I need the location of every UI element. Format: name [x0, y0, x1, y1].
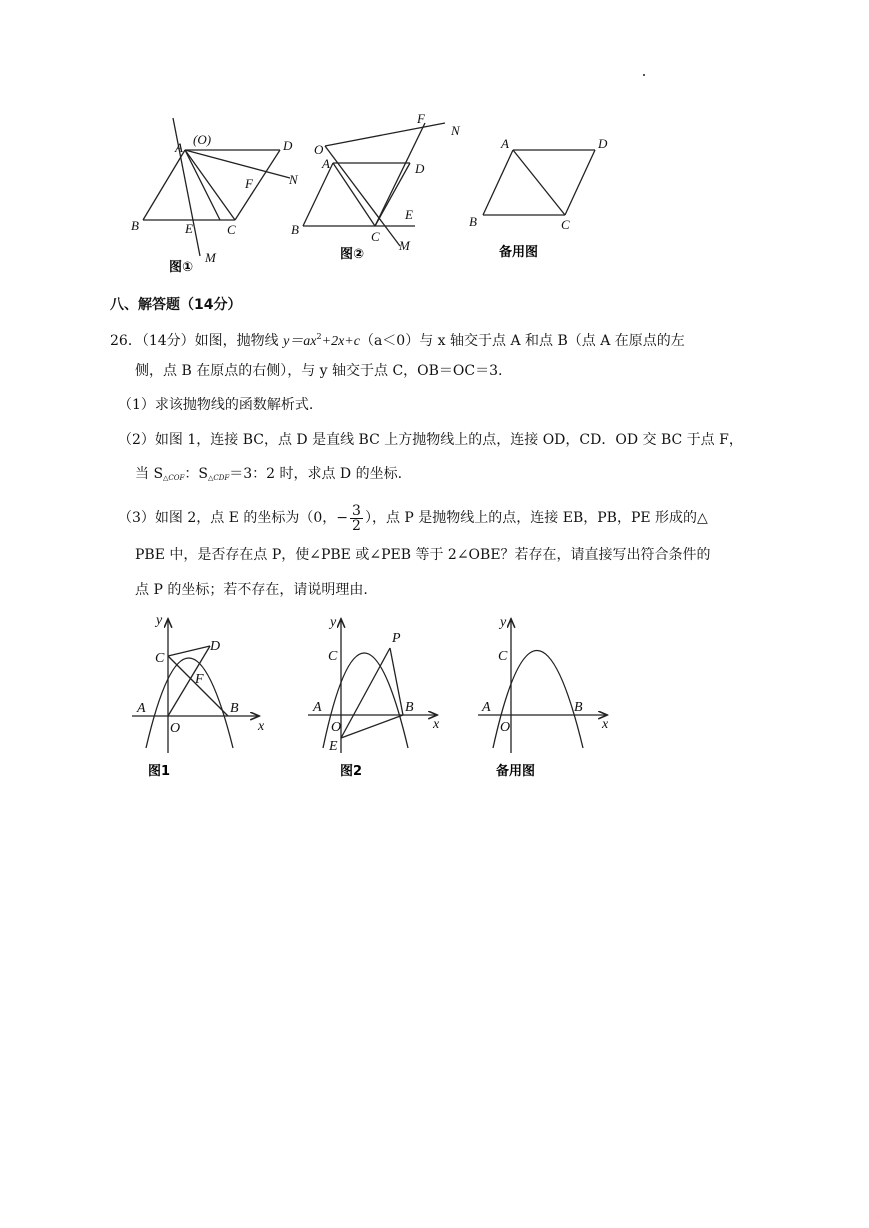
bfig2-pt-B: B [405, 700, 414, 715]
fig2-pt-F: F [417, 111, 425, 126]
bfig3-y-label: y [500, 615, 507, 630]
question-2-line-2 [135, 464, 402, 488]
fig2-pt-M: M [399, 238, 410, 253]
bfig3-pt-A: A [482, 700, 491, 715]
q3-fraction [350, 504, 363, 533]
fig1-ray-AN [185, 150, 290, 178]
bfig2-seg-EB [341, 715, 403, 738]
q2-sub-cdf: △CDF [207, 474, 230, 482]
fig1-seg-AB [143, 150, 185, 220]
bfig2 [308, 615, 440, 779]
fig3-pt-C: C [561, 217, 570, 232]
problem-intro: 26．（14分）如图，抛物线 [110, 333, 284, 349]
q3-frac-num: 3 [352, 502, 361, 519]
fig1-pt-D: D [283, 138, 293, 153]
fig2-ray-ON [325, 123, 445, 146]
bottom-figures [128, 608, 618, 783]
top-figures [125, 108, 615, 278]
equation-part1: y＝ax [283, 334, 317, 349]
bfig2-pt-C: C [328, 649, 338, 664]
fig2-ray-OM [325, 146, 400, 246]
bfig1-parabola [146, 658, 233, 748]
fig1-seg-DC [235, 150, 280, 220]
bfig3 [478, 615, 609, 779]
question-3-line-2: PBE 中，是否存在点 P，使∠PBE 或∠PEB 等于 2∠OBE？若存在，请直接写出符合条件的 [135, 547, 711, 563]
bfig2-x-label: x [433, 717, 440, 732]
bfig1 [132, 613, 265, 779]
question-3-line-3: 点 P 的坐标；若不存在，请说明理由. [135, 582, 368, 598]
question-2-line-1: （2）如图 1，连接 BC，点 D 是直线 BC 上方抛物线上的点，连接 OD，CD．OD 交 BC 于点 F， [118, 432, 743, 448]
fig3-pt-D: D [598, 136, 608, 151]
bfig1-pt-A: A [137, 701, 146, 716]
question-3-line-1 [118, 503, 708, 533]
q2-text-b: ：S [184, 466, 208, 482]
bfig2-pt-P: P [392, 631, 401, 646]
bfig1-seg-CD [168, 646, 210, 656]
fig3-pt-B: B [469, 214, 477, 229]
q2-text-a: 当 S [135, 466, 164, 482]
section-heading: 八、解答题（14分） [110, 297, 242, 313]
fig2-geometry [291, 111, 461, 262]
fig2-pt-E: E [405, 207, 413, 222]
q2-text-c: ＝3：2 时，求点 D 的坐标. [229, 466, 403, 482]
bfig2-pt-A: A [313, 700, 322, 715]
fig2-pt-B: B [291, 222, 299, 237]
q3-frac-den: 2 [352, 517, 361, 534]
fig1-geometry [131, 118, 299, 275]
bfig3-pt-C: C [498, 649, 508, 664]
q3-frac-sign: − [336, 510, 349, 526]
fig2-pt-D: D [415, 161, 425, 176]
fig2-pt-A: A [322, 156, 330, 171]
bfig1-pt-O: O [170, 721, 181, 736]
bfig2-pt-E: E [329, 739, 338, 754]
q3-text-a: （3）如图 2，点 E 的坐标为（0， [118, 510, 337, 526]
fig2-label: 图② [340, 247, 365, 262]
problem-condition: （a＜0）与 x 轴交于点 A 和点 B（点 A 在原点的左 [359, 333, 685, 349]
fig2-pt-C: C [371, 229, 380, 244]
q2-sub-cof: △COF [163, 474, 185, 482]
bfig1-pt-C: C [155, 651, 165, 666]
fig1-pt-B: B [131, 218, 139, 233]
problem-line-2: 侧，点 B 在原点的右侧），与 y 轴交于点 C，OB＝OC＝3. [135, 363, 503, 379]
fig2-pt-N: N [451, 123, 460, 138]
equation-exponent: 2 [316, 332, 322, 341]
equation-part2: +2x+c [321, 334, 360, 349]
bfig2-label: 图2 [340, 764, 363, 779]
bfig1-pt-D: D [210, 639, 221, 654]
page-dot [643, 74, 645, 76]
fig3-pt-A: A [501, 136, 509, 151]
bfig1-y-label: y [156, 613, 163, 628]
problem-line-1 [110, 327, 685, 352]
bfig3-pt-O: O [500, 720, 511, 735]
fig3-seg-AC [513, 150, 565, 215]
bfig1-seg-OD [168, 646, 210, 716]
bfig3-x-label: x [602, 717, 609, 732]
fig1-pt-F: F [245, 176, 253, 191]
fig2-seg-AC [333, 163, 375, 226]
bfig2-y-label: y [330, 615, 337, 630]
q3-text-b: ），点 P 是抛物线上的点，连接 EB，PB，PE 形成的△ [364, 510, 708, 526]
fig1-pt-A: A [175, 140, 183, 155]
bfig1-pt-F: F [195, 672, 204, 687]
fig1-seg-AC [185, 150, 235, 220]
fig3-seg-DC [565, 150, 595, 215]
fig1-label: 图① [169, 260, 194, 275]
bfig2-seg-EP [341, 648, 390, 738]
fig1-pt-C: C [227, 222, 236, 237]
fig2-seg-AB [303, 163, 333, 226]
bfig3-pt-B: B [574, 700, 583, 715]
fig1-pt-O: (O) [193, 132, 212, 147]
bfig1-label: 图1 [148, 764, 171, 779]
bfig1-pt-B: B [230, 701, 239, 716]
question-1: （1）求该抛物线的函数解析式. [118, 397, 314, 413]
fig1-pt-M: M [205, 250, 216, 265]
fig2-pt-O: O [314, 142, 324, 157]
fig3-label: 备用图 [499, 245, 539, 260]
fig3-geometry [469, 136, 608, 260]
fig1-pt-N: N [289, 172, 298, 187]
bfig3-label: 备用图 [496, 764, 536, 779]
bfig2-pt-O: O [331, 720, 342, 735]
bfig1-x-label: x [258, 719, 265, 734]
fig3-seg-AB [483, 150, 513, 215]
fig1-pt-E: E [185, 221, 193, 236]
